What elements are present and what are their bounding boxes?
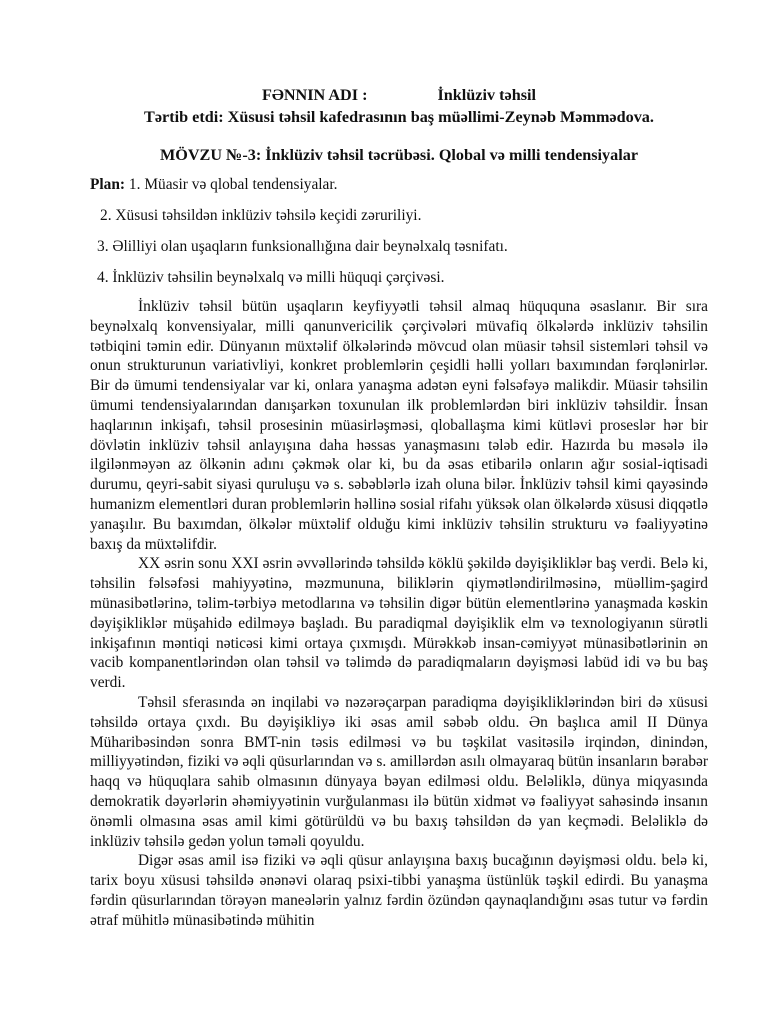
- paragraph: Təhsil sferasında ən inqilabi və nəzərəçarpan paradiqma dəyişikliklərindən biri də xüsusi təhsildə ortaya çıxdı. Bu dəyişikliyə iki əsas amil səbəb oldu. Ən başlıca amil II Dünya Müharibəsindən sonra BMT-nin təsis edilməsi və bu təşkilat vasitəsilə irqindən, dinindən, milliyyətindən, fiziki və əqli qüsurlarından və s. amillərdən asılı olmayaraq bütün insanların bərabər haqq və hüquqlara sahib olmasının dünyaya bəyan edilməsi oldu. Beləliklə, dünya miqyasında demokratik dəyərlərin əhəmiyyətinin vurğulanması ilə bütün xidmət və fəaliyyət sahəsində insanın önəmli olmasına əsas amil kimi götürüldü və bu baxış təhsildən də yan keçmədi. Beləliklə də inklüziv təhsilə gedən yolun təməli qoyuldu.: [90, 693, 708, 850]
- paragraph: XX əsrin sonu XXI əsrin əvvəllərində təhsildə köklü şəkildə dəyişikliklər baş verdi. Belə ki, təhsilin fəlsəfəsi mahiyyətinə, məzmununa, biliklərin qiymətləndirilməsinə, müəllim-şagird münasibətlərinə, təlim-tərbiyə metodlarına və təhsilin digər bütün elementlərinə yanaşmada kəskin dəyişikliklər müşahidə edilməyə başladı. Bu paradiqmal dəyişiklik elm və texnologiyanın sürətli inkişafının məntiqi nəticəsi kimi ortaya çıxmışdı. Mürəkkəb insan-cəmiyyət münasibətlərinin ən vacib kompanentlərindən olan təhsil və təlimdə də paradiqmaların dəyişməsi labüd idi və bu baş verdi.: [90, 555, 708, 692]
- author-line: Tərtib etdi: Xüsusi təhsil kafedrasının baş müəllimi-Zeynəb Məmmədova.: [144, 108, 654, 126]
- plan-item-3: 3. Əlilliyi olan uşaqların funksionallığına dair beynəlxalq təsnifatı.: [97, 238, 508, 255]
- topic-title: MÖVZU №-3: İnklüziv təhsil təcrübəsi. Qlobal və milli tendensiyalar: [159, 146, 639, 164]
- plan-item-1: 1. Müasir və qlobal tendensiyalar.: [128, 176, 338, 193]
- plan-label: Plan:: [90, 176, 126, 193]
- plan-item-4: 4. İnklüziv təhsilin beynəlxalq və milli hüquqi çərçivəsi.: [97, 269, 445, 286]
- subject-label: FƏNNIN ADI :: [261, 86, 368, 104]
- subject-line: [90, 84, 708, 106]
- plan-item-2: 2. Xüsusi təhsildən inklüziv təhsilə keçidi zəruriliyi.: [100, 207, 422, 224]
- paragraph: Digər əsas amil isə fiziki və əqli qüsur anlayışına baxış bucağının dəyişməsi oldu. belə ki, tarix boyu xüsusi təhsildə ənənəvi olaraq psixi-tibbi yanaşma üstünlük təşkil edirdi. Bu yanaşma fərdin qüsurlarından törəyən maneələrin yalnız fərdin özündən qaynaqlandığını əsas tutur və fərdin ətraf mühitlə münasibətində mühitin: [90, 852, 708, 929]
- document-page: [90, 84, 708, 931]
- body-text: [90, 297, 708, 931]
- subject-value: İnklüziv təhsil: [437, 86, 536, 104]
- paragraph: İnklüziv təhsil bütün uşaqların keyfiyyətli təhsil almaq hüququna əsaslanır. Bir sıra beynəlxalq konvensiyalar, milli qanunvericilik çərçivələri müvafiq ölkələrdə inklüziv təhsilin tətbiqini təmin edir. Dünyanın müxtəlif ölkələrində mövcud olan müasir təhsil sistemləri təhsil və onun strukturunun variativliyi, konkret problemlərin çeşidli həlli yolları baxımından fərqlənirlər. Bir də ümumi tendensiyalar var ki, onlara yanaşma adətən eyni fəlsəfəyə malikdir. Müasir təhsilin ümumi tendensiyalarından danışarkən toxunulan ilk problemlərdən biri inklüziv təhsildir. İnsan haqlarının inkişafı, təhsil prosesinin müasirləşməsi, qloballaşma kimi kütləvi proseslər hər bir dövlətin inklüziv təhsil anlayışına daha həssas yanaşmasını tələb edir. Hazırda bu məsələ ilə ilgilənməyən az ölkənin adını çəkmək olar ki, bu da əsas etibarilə onların ağır sosial-iqtisadi durumu, qeyri-sabit siyasi quruluşu və s. səbəblərlə izah oluna bilər. İnklüziv təhsil kimi qayəsində humanizm elementləri duran problemlərin həllinə sosial rifahı yüksək olan ölkələrdə xüsusi diqqətlə yanaşılır. Bu baxımdan, ölkələr müxtəlif olduğu kimi inklüziv təhsilin strukturu və fəaliyyətinə baxış da müxtəlifdir.: [90, 298, 708, 553]
- plan-first-row: [90, 174, 708, 196]
